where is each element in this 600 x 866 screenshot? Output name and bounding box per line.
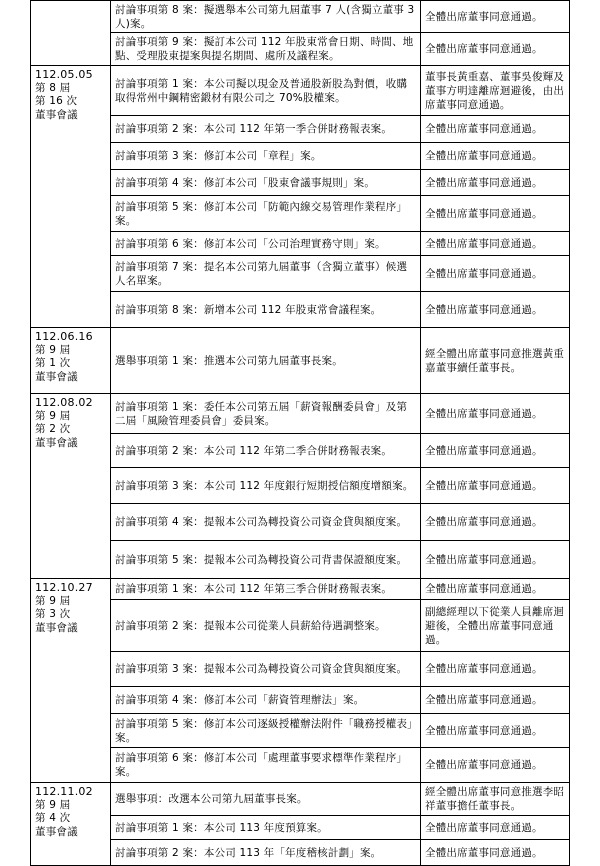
resolution-result: 全體出席董事同意通過。 xyxy=(421,116,570,143)
meeting-type: 董事會議 xyxy=(35,436,78,449)
agenda-item: 討論事項第 2 案：本公司 112 年第二季合併財務報表案。 xyxy=(111,434,421,468)
meeting-session: 第 2 次 xyxy=(35,423,71,435)
agenda-item: 討論事項第 3 案：提報本公司為轉投資公司資金貸與額度案。 xyxy=(111,652,421,687)
resolution-result: 全體出席董事同意通過。 xyxy=(421,196,570,232)
table-row xyxy=(31,196,570,232)
agenda-item: 討論事項第 5 案：修訂本公司「防範內線交易管理作業程序」案。 xyxy=(111,196,421,232)
agenda-item: 討論事項第 1 案：本公司擬以現金及普通股新股為對價，收購取得常州中鋼精密鍛材有限公司之 70%股權案。 xyxy=(111,66,421,116)
table-row xyxy=(31,256,570,292)
meeting-cell-continued xyxy=(31,1,111,66)
resolution-result: 全體出席董事同意通過。 xyxy=(421,33,570,66)
agenda-item: 討論事項第 9 案：擬訂本公司 112 年股東常會日期、時間、地點、受理股東提案與提名期間、處所及議程案。 xyxy=(111,33,421,66)
resolution-result: 全體出席董事同意通過。 xyxy=(421,687,570,714)
meeting-session: 第 3 次 xyxy=(35,608,71,620)
board-resolutions-table xyxy=(30,0,570,866)
table-row xyxy=(31,66,570,116)
agenda-item: 選舉事項：改選本公司第九屆董事長案。 xyxy=(111,783,421,816)
resolution-result: 副總經理以下從業人員離席迴避後，全體出席董事同意通過。 xyxy=(421,600,570,652)
table-row xyxy=(31,816,570,840)
resolution-result: 全體出席董事同意通過。 xyxy=(421,1,570,33)
agenda-item: 討論事項第 7 案：提名本公司第九屆董事（含獨立董事）候選人名單案。 xyxy=(111,256,421,292)
agenda-item: 討論事項第 6 案：修訂本公司「處理董事要求標準作業程序」案。 xyxy=(111,748,421,783)
table-row xyxy=(31,652,570,687)
meeting-date: 112.06.16 xyxy=(35,330,93,343)
meeting-type: 董事會議 xyxy=(35,621,78,634)
meeting-info-cell xyxy=(31,394,111,579)
meeting-term: 第 9 屆 xyxy=(35,798,71,811)
meeting-info-cell xyxy=(31,66,111,328)
agenda-item: 討論事項第 5 案：提報本公司為轉投資公司背書保證額度案。 xyxy=(111,541,421,579)
agenda-item: 討論事項第 1 案：本公司 112 年第三季合併財務報表案。 xyxy=(111,579,421,600)
meeting-type: 董事會議 xyxy=(35,825,78,838)
meeting-session: 第 4 次 xyxy=(35,812,71,824)
agenda-item: 討論事項第 4 案：修訂本公司「股東會議事規則」案。 xyxy=(111,170,421,196)
resolution-result: 全體出席董事同意通過。 xyxy=(421,170,570,196)
meeting-term: 第 9 屆 xyxy=(35,594,71,607)
resolution-result: 董事長黃重嘉、董事吳俊輝及董事方明達離席迴避後，由出席董事同意通過。 xyxy=(421,66,570,116)
resolution-result: 全體出席董事同意通過。 xyxy=(421,714,570,748)
table-row xyxy=(31,1,570,33)
table-row xyxy=(31,328,570,394)
table-row xyxy=(31,748,570,783)
agenda-item: 討論事項第 2 案：提報本公司從業人員薪給待遇調整案。 xyxy=(111,600,421,652)
meeting-date: 112.08.02 xyxy=(35,396,93,409)
resolution-result: 全體出席董事同意通過。 xyxy=(421,504,570,541)
table-row xyxy=(31,714,570,748)
resolution-result: 全體出席董事同意通過。 xyxy=(421,394,570,434)
table-row xyxy=(31,116,570,143)
meeting-date: 112.05.05 xyxy=(35,68,93,81)
resolution-result: 全體出席董事同意通過。 xyxy=(421,256,570,292)
meeting-term: 第 8 屆 xyxy=(35,81,71,94)
resolution-result: 全體出席董事同意通過。 xyxy=(421,816,570,840)
agenda-item: 選舉事項第 1 案：推選本公司第九屆董事長案。 xyxy=(111,328,421,394)
meeting-term: 第 9 屆 xyxy=(35,409,71,422)
meeting-date: 112.10.27 xyxy=(35,581,93,594)
table-row xyxy=(31,504,570,541)
resolution-result: 全體出席董事同意通過。 xyxy=(421,292,570,328)
agenda-item: 討論事項第 4 案：修訂本公司「薪資管理辦法」案。 xyxy=(111,687,421,714)
table-row xyxy=(31,232,570,256)
agenda-item: 討論事項第 3 案：修訂本公司「章程」案。 xyxy=(111,143,421,170)
agenda-item: 討論事項第 1 案：委任本公司第五屆「薪資報酬委員會」及第二屆「風險管理委員會」委員案。 xyxy=(111,394,421,434)
meeting-info-cell xyxy=(31,783,111,866)
agenda-item: 討論事項第 8 案：新增本公司 112 年股東常會議程案。 xyxy=(111,292,421,328)
table-row xyxy=(31,143,570,170)
resolution-result: 全體出席董事同意通過。 xyxy=(421,468,570,504)
resolution-result: 全體出席董事同意通過。 xyxy=(421,434,570,468)
meeting-info-cell xyxy=(31,579,111,783)
agenda-item: 討論事項第 8 案：擬選舉本公司第九屆董事 7 人(含獨立董事 3 人)案。 xyxy=(111,1,421,33)
resolution-result: 全體出席董事同意通過。 xyxy=(421,652,570,687)
table-row xyxy=(31,600,570,652)
meeting-type: 董事會議 xyxy=(35,108,78,121)
table-row xyxy=(31,33,570,66)
table-row xyxy=(31,840,570,866)
resolution-result: 全體出席董事同意通過。 xyxy=(421,143,570,170)
table-row xyxy=(31,687,570,714)
table-row xyxy=(31,468,570,504)
table-row xyxy=(31,579,570,600)
agenda-item: 討論事項第 2 案：本公司 112 年第一季合併財務報表案。 xyxy=(111,116,421,143)
resolution-result: 經全體出席董事同意推選黃重嘉董事續任董事長。 xyxy=(421,328,570,394)
table-row xyxy=(31,434,570,468)
resolution-result: 全體出席董事同意通過。 xyxy=(421,541,570,579)
meeting-term: 第 9 屆 xyxy=(35,343,71,356)
agenda-item: 討論事項第 6 案：修訂本公司「公司治理實務守則」案。 xyxy=(111,232,421,256)
table-row xyxy=(31,170,570,196)
meeting-date: 112.11.02 xyxy=(35,785,93,798)
meeting-session: 第 16 次 xyxy=(35,95,78,107)
meeting-info-cell xyxy=(31,328,111,394)
agenda-item: 討論事項第 5 案：修訂本公司逐級授權辦法附件「職務授權表」案。 xyxy=(111,714,421,748)
agenda-item: 討論事項第 4 案：提報本公司為轉投資公司資金貸與額度案。 xyxy=(111,504,421,541)
agenda-item: 討論事項第 3 案：本公司 112 年度銀行短期授信額度增額案。 xyxy=(111,468,421,504)
table-row xyxy=(31,394,570,434)
table-row xyxy=(31,783,570,816)
meeting-session: 第 1 次 xyxy=(35,357,71,369)
table-row xyxy=(31,541,570,579)
resolution-result: 全體出席董事同意通過。 xyxy=(421,840,570,866)
agenda-item: 討論事項第 2 案：本公司 113 年「年度稽核計劃」案。 xyxy=(111,840,421,866)
resolution-result: 全體出席董事同意通過。 xyxy=(421,232,570,256)
agenda-item: 討論事項第 1 案：本公司 113 年度預算案。 xyxy=(111,816,421,840)
resolution-result: 經全體出席董事同意推選李昭祥董事擔任董事長。 xyxy=(421,783,570,816)
resolution-result: 全體出席董事同意通過。 xyxy=(421,579,570,600)
resolution-result: 全體出席董事同意通過。 xyxy=(421,748,570,783)
table-row xyxy=(31,292,570,328)
meeting-type: 董事會議 xyxy=(35,370,78,383)
